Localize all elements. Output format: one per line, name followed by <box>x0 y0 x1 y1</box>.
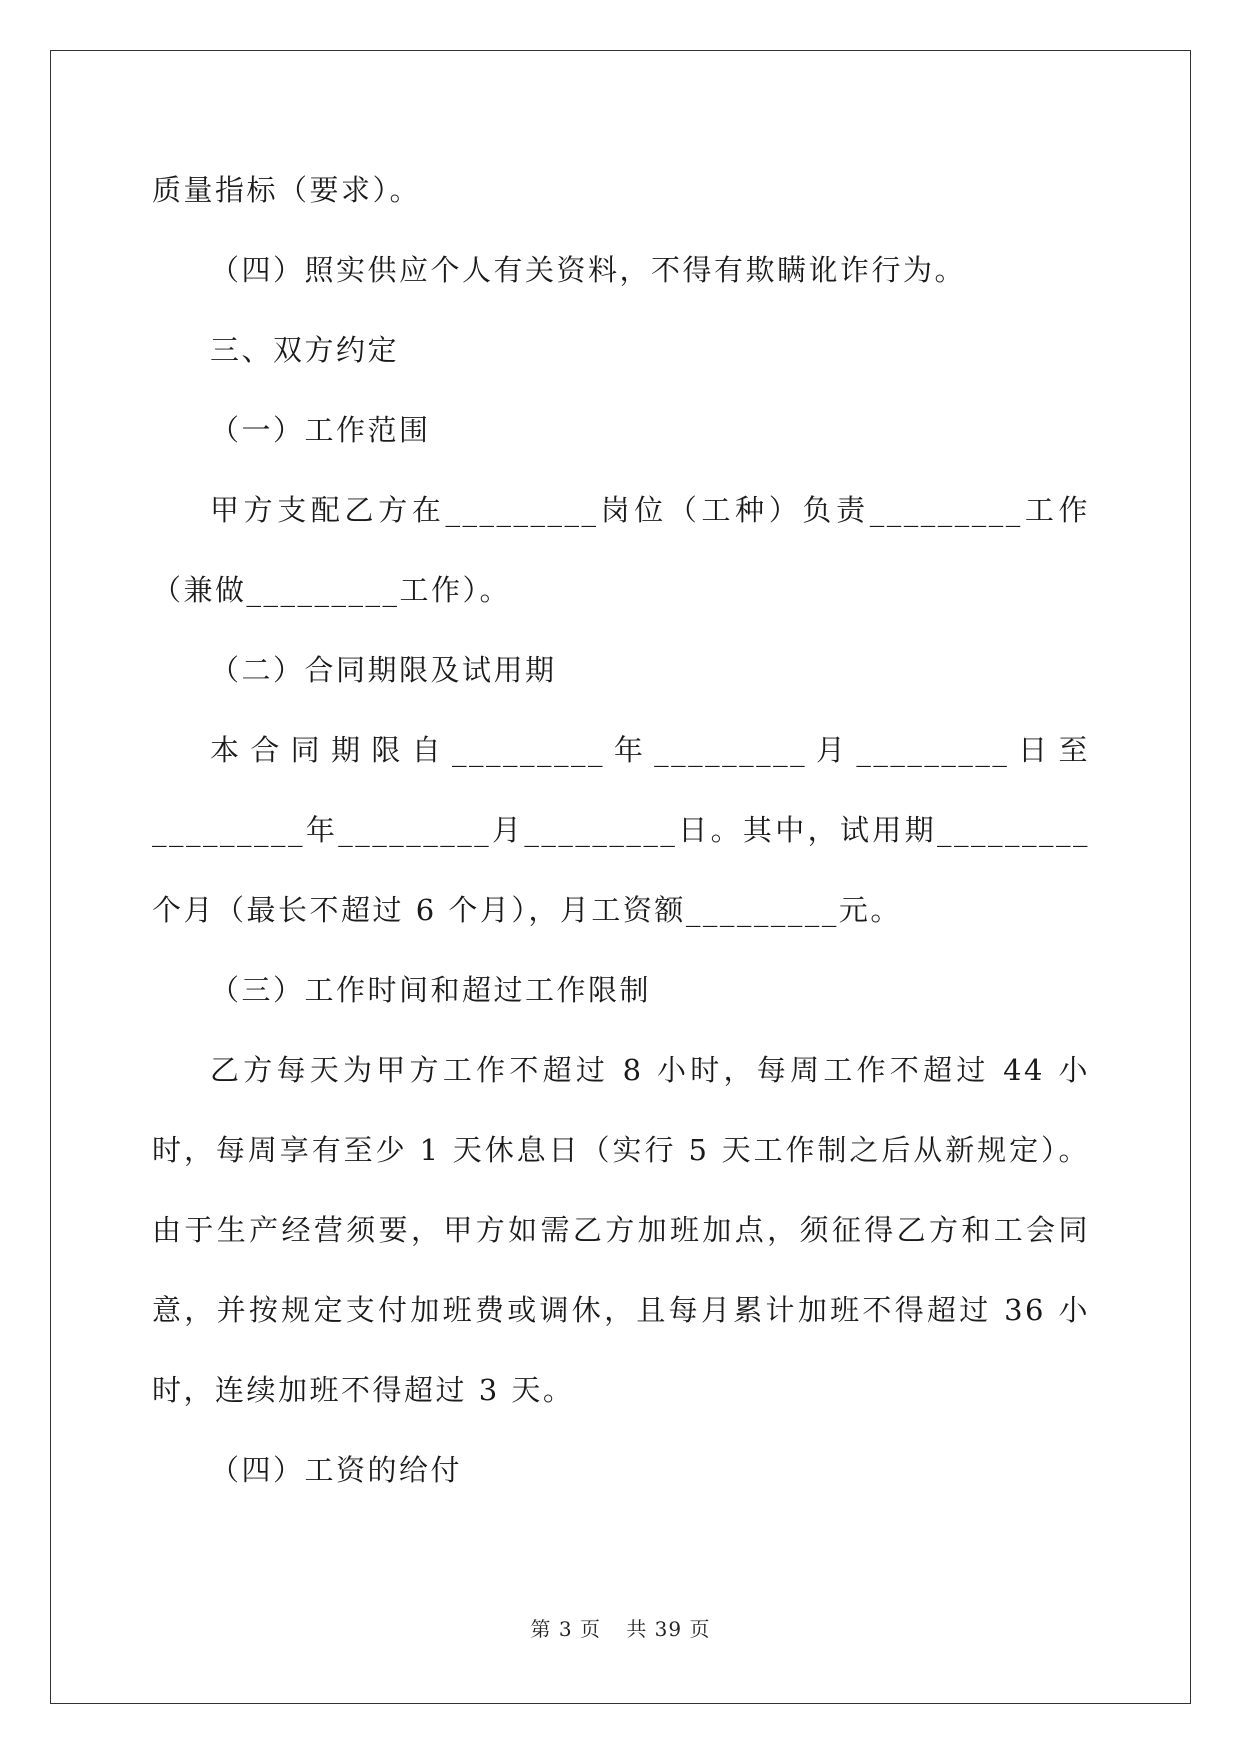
section-heading-mutual-agreement: 三、双方约定 <box>210 333 400 367</box>
subheading-wage-payment: （四）工资的给付 <box>210 1453 463 1487</box>
paragraph-item-four-info: （四）照实供应个人有关资料，不得有欺瞒讹诈行为。 <box>210 253 967 287</box>
page-total: 共 39 页 <box>626 1617 711 1641</box>
subheading-working-hours: （三）工作时间和超过工作限制 <box>210 973 652 1007</box>
paragraph-contract-term: 本合同期限自_________年_________月_________日至_________年_________月_________日。其中，试用期_________个月（最长不超过 6 个月），月工资额_________元。 <box>152 733 1090 927</box>
page-number: 第 3 页 <box>530 1617 601 1641</box>
document-body <box>152 150 1090 1510</box>
paragraph-quality-requirement: 质量指标（要求）。 <box>152 173 422 207</box>
subheading-work-scope: （一）工作范围 <box>210 413 431 447</box>
page-footer <box>0 1617 1241 1641</box>
subheading-contract-term: （二）合同期限及试用期 <box>210 653 557 687</box>
paragraph-work-scope: 甲方支配乙方在_________岗位（工种）负责_________工作（兼做_________工作）。 <box>152 493 1090 607</box>
paragraph-working-hours: 乙方每天为甲方工作不超过 8 小时，每周工作不超过 44 小时，每周享有至少 1 天休息日（实行 5 天工作制之后从新规定）。由于生产经营须要，甲方如需乙方加班加点，须征得乙方和工会同意，并按规定支付加班费或调休，且每月累计加班不得超过 36 小时，连续加班不得超过 3 天。 <box>152 1053 1090 1407</box>
